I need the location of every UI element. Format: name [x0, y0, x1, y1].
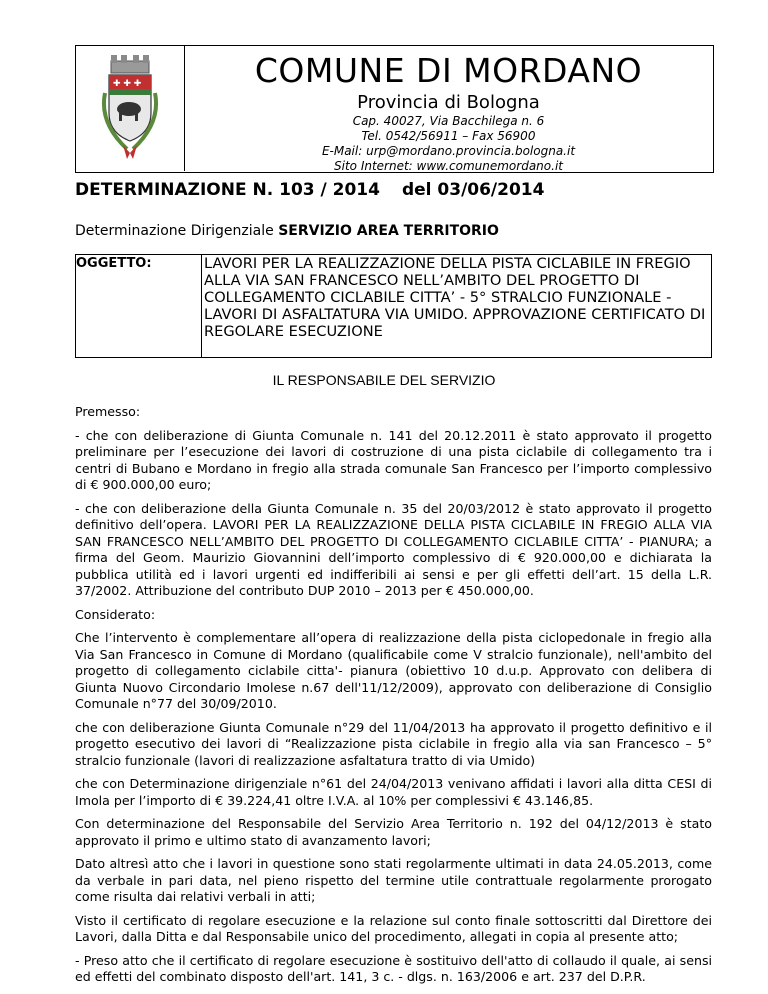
- considerato-paragraph: che con Determinazione dirigenziale n°61 del 24/04/2013 venivano affidati i lavori alla ditta CESI di Imola per l’importo di € 39.224,41 oltre I.V.A. al 10% per complessivi € 43.146,85.: [75, 776, 712, 808]
- considerato-paragraph: - Preso atto che il certificato di regolare esecuzione è sostituivo dell'atto di collaudo il quale, ai sensi ed effetti del combinato disposto dell'art. 141, 3 c. - dlgs. n. 163/2006 e art. 237 del D.P.R.: [75, 952, 712, 984]
- considerato-paragraph: Visto il certificato di regolare esecuzione e la relazione sul conto finale sottoscritti dal Direttore dei Lavori, dalla Ditta e dal Responsabile unico del procedimento, allegati in copia al presente atto;: [75, 912, 712, 944]
- considerato-paragraph: Dato altresì atto che i lavori in questione sono stati regolarmente ultimati in data 24.05.2013, come da verbale in pari data, nel pieno rispetto del termine utile contrattuale regolarmente prorogato come risulta dai relativi verbali in atti;: [75, 856, 712, 904]
- considerato-paragraph: Con determinazione del Responsabile del Servizio Area Territorio n. 192 del 04/12/2013 è stato approvato il primo e ultimo stato di avanzamento lavori;: [75, 816, 712, 848]
- comune-title: COMUNE DI MORDANO: [254, 51, 643, 90]
- oggetto-text: LAVORI PER LA REALIZZAZIONE DELLA PISTA CICLABILE IN FREGIO ALLA VIA SAN FRANCESCO NELL’AMBITO DEL PROGETTO DI COLLEGAMENTO CICLABILE CITTA’ - 5° STRALCIO FUNZIONALE - LAVORI DI ASFALTATURA VIA UMIDO. APPROVAZIONE CERTIFICATO DI REGOLARE ESECUZIONE: [201, 255, 707, 357]
- responsabile-heading: IL RESPONSABILE DEL SERVIZIO: [272, 372, 496, 388]
- contact-phone: Tel. 0542/56911 – Fax 56900: [361, 129, 536, 143]
- dirigenziale-service: SERVIZIO AREA TERRITORIO: [278, 223, 499, 239]
- premesso-paragraph: - che con deliberazione di Giunta Comunale n. 141 del 20.12.2011 è stato approvato il progetto preliminare per l’esecuzione dei lavori di costruzione di una pista ciclabile di collegamento tra i centri di Bubano e Mordano in fregio alla strada comunale San Francesco per l’importo complessivo di € 900.000,00 euro;: [75, 427, 712, 492]
- determinazione-number: DETERMINAZIONE N. 103 / 2014: [75, 180, 380, 200]
- svg-text:✚ ✚ ✚: ✚ ✚ ✚: [113, 79, 142, 89]
- dirigenziale-prefix: Determinazione Dirigenziale: [75, 223, 279, 239]
- provincia-subtitle: Provincia di Bologna: [357, 92, 540, 113]
- contact-website: Sito Internet: www.comunemordano.it: [334, 159, 563, 173]
- dirigenziale-line: [75, 223, 499, 239]
- contact-address: Cap. 40027, Via Bacchilega n. 6: [352, 114, 545, 128]
- determinazione-date: del 03/06/2014: [401, 180, 545, 200]
- oggetto-box: [75, 254, 712, 358]
- considerato-label: Considerato:: [75, 606, 156, 622]
- considerato-paragraph: Che l’intervento è complementare all’opera di realizzazione della pista ciclopedonale in fregio alla Via San Francesco in Comune di Mordano (qualificabile come V stralcio funzionale), nell'ambito del progetto di collegamento ciclabile citta'- pianura (obiettivo 10 d.u.p. Approvato con delibera di Giunta Nuovo Circondario Imolese n.67 dell'11/12/2009), approvato con deliberazione di Consiglio Comunale n°77 del 30/09/2010.: [75, 630, 712, 711]
- premesso-paragraph: - che con deliberazione della Giunta Comunale n. 35 del 20/03/2012 è stato approvato il progetto definitivo dell’opera. LAVORI PER LA REALIZZAZIONE DELLA PISTA CICLABILE IN FREGIO ALLA VIA SAN FRANCESCO NELL’AMBITO DEL PROGETTO DI COLLEGAMENTO CICLABILE CITTA’ - PIANURA; a firma del Geom. Maurizio Giovannini dell’importo complessivo di € 920.000,00 e dichiarata la pubblica utilità ed i lavori urgenti ed indifferibili ai sensi e per gli effetti dell’art. 15 della L.R. 37/2002. Attribuzione del contributo DUP 2010 – 2013 per € 450.000,00.: [75, 500, 712, 598]
- contact-email: E-Mail: urp@mordano.provincia.bologna.it: [321, 144, 576, 158]
- document-body: [75, 404, 712, 993]
- considerato-paragraph: che con deliberazione Giunta Comunale n°29 del 11/04/2013 ha approvato il progetto definitivo e il progetto esecutivo dei lavori di “Realizzazione pista ciclabile in fregio alla via san Francesco – 5° stralcio funzionale (lavori di realizzazione asfaltatura tratto di via Umido): [75, 719, 712, 768]
- premesso-label: Premesso:: [75, 404, 141, 419]
- oggetto-label: OGGETTO:: [76, 256, 152, 271]
- determinazione-title: [75, 180, 544, 200]
- header-text: [185, 45, 712, 174]
